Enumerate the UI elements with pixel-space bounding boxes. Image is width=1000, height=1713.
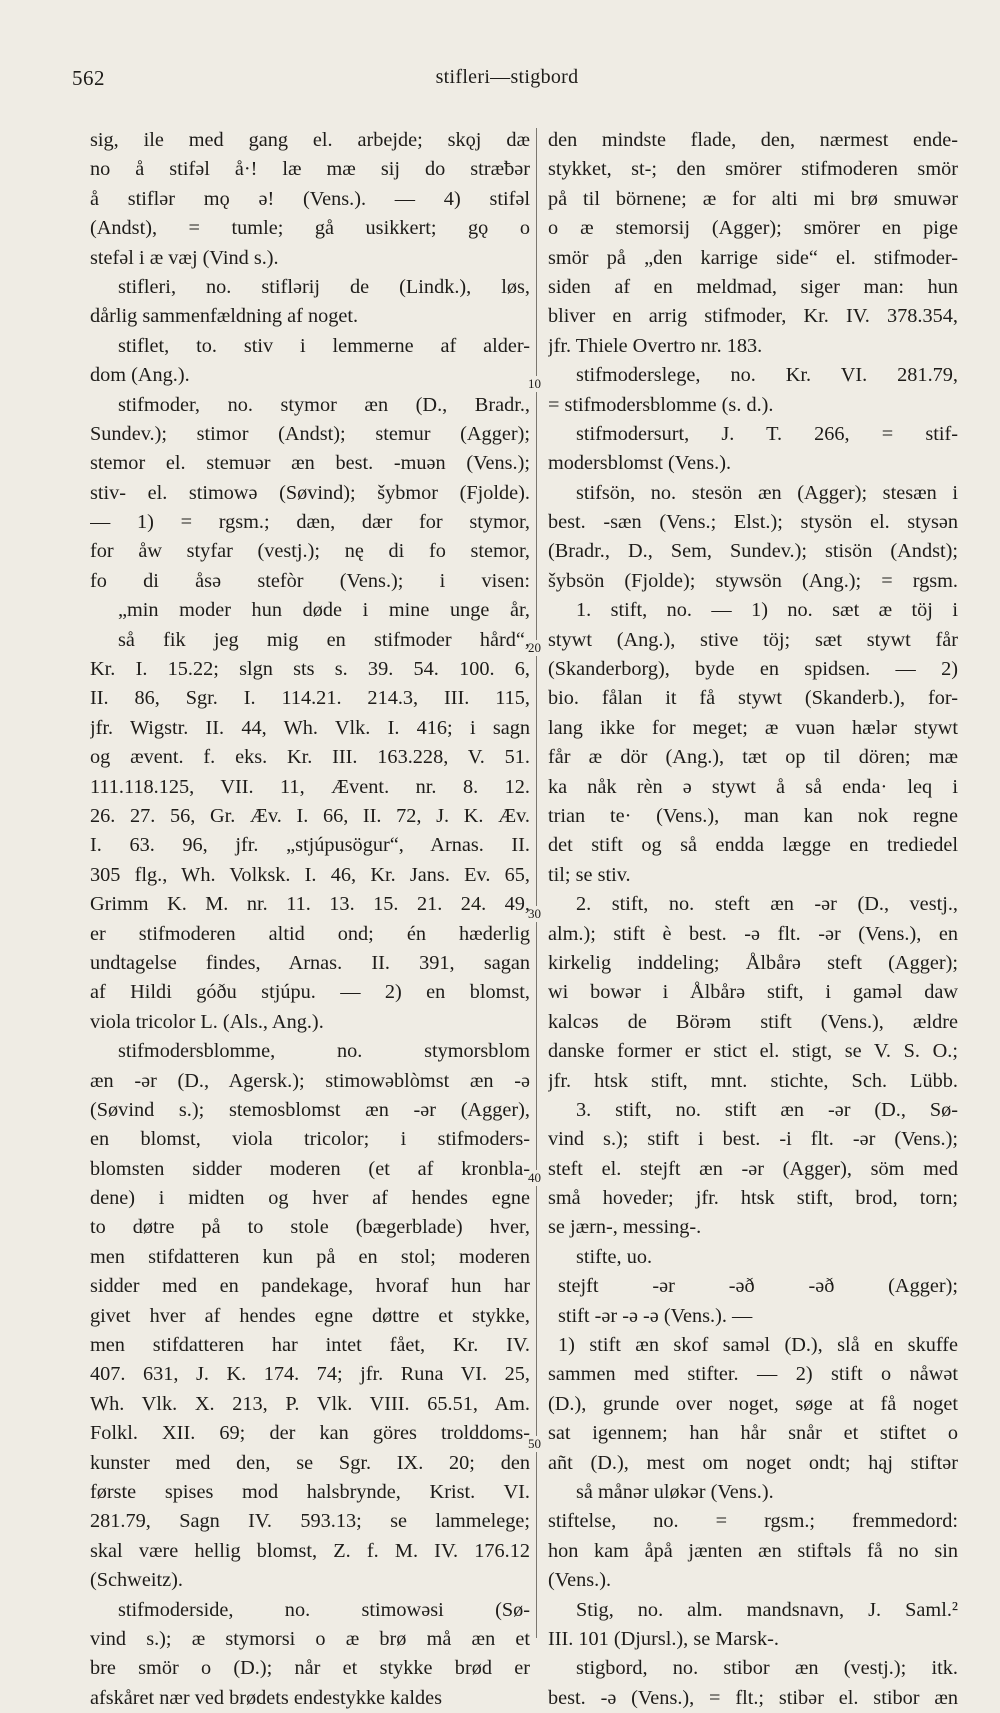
text-line: siden af en meldmad, siger man: hun	[548, 275, 958, 298]
text-line: sig, ile med gang el. arbejde; skǫj dæ	[90, 129, 530, 151]
text-line: bre smör o (D.); når et stykke brød er	[90, 1657, 530, 1680]
text-line: men stifdatteren har intet fået, Kr. IV.	[90, 1334, 530, 1357]
text-line: små hoveder; jfr. htsk stift, brod, torn;	[548, 1187, 958, 1210]
text-line: šybsön (Fjolde); stywsön (Ang.); = rgsm.	[548, 569, 958, 592]
text-line: afskåret nær ved brødets endestykke kaldes	[90, 1686, 442, 1709]
text-line: jfr. htsk stift, mnt. stichte, Sch. Lübb.	[548, 1069, 958, 1092]
text-line: men stifdatteren kun på en stol; moderen	[90, 1245, 530, 1268]
text-line: — 1) = rgsm.; dæn, dær for stymor,	[90, 511, 530, 534]
text-line: første spises mod halsbrynde, Krist. VI.	[90, 1480, 530, 1503]
text-line: (Schweitz).	[90, 1569, 183, 1592]
left-column	[90, 126, 530, 1713]
text-line: stykket, st-; den smörer stifmoderen smör	[548, 158, 958, 181]
text-line: fo di åsə stefòr (Vens.); i visen:	[90, 569, 530, 592]
text-line: å stiflər mǫ ə! (Vens.). — 4) stifəl	[90, 187, 530, 210]
text-line: dom (Ang.).	[90, 364, 190, 387]
column-divider	[536, 128, 537, 1638]
text-line: sat igennem; han hår snår et stiftet o	[548, 1422, 958, 1445]
margin-line-number: 20	[528, 640, 541, 655]
text-line: 305 flg., Wh. Volksk. I. 46, Kr. Jans. Ev. 65,	[90, 863, 530, 886]
text-line: 111.118.125, VII. 11, Ævent. nr. 8. 12.	[90, 775, 530, 798]
text-line: får æ dör (Ang.), tæt op til dören; mæ	[548, 746, 958, 769]
text-line: givet hver af hendes egne døttre et stykke,	[90, 1304, 530, 1327]
text-line: blomsten sidder moderen (et af kronbla-	[90, 1157, 530, 1180]
text-line: skal være hellig blomst, Z. f. M. IV. 176.12	[90, 1539, 530, 1562]
text-line: lang ikke for meget; æ vuən hælər stywt	[548, 716, 958, 739]
text-line: stift -ər -ə -ə (Vens.). —	[558, 1304, 753, 1327]
text-line: stifmodersurt, J. T. 266, = stif-	[576, 422, 958, 445]
text-line: til; se stiv.	[548, 863, 631, 886]
text-line: 2. stift, no. steft æn -ər (D., vestj.,	[576, 893, 958, 916]
text-line: Grimm K. M. nr. 11. 13. 15. 21. 24. 49,	[90, 893, 530, 916]
text-line: Sundev.); stimor (Andst); stemur (Agger);	[90, 422, 530, 445]
text-line: æn -ər (D., Agersk.); stimowəblòmst æn -ə	[90, 1069, 530, 1092]
text-line: (Søvind s.); stemosblomst æn -ər (Agger),	[90, 1098, 530, 1121]
text-line: stiv- el. stimowə (Søvind); šybmor (Fjolde).	[90, 481, 530, 504]
text-line: kirkelig inddeling; Ålbårə steft (Agger);	[548, 951, 958, 974]
text-line: for åw styfar (vestj.); nę di fo stemor,	[90, 540, 530, 563]
text-line: danske former er stict el. stigt, se V. S. O.;	[548, 1040, 958, 1063]
text-line: best. -sæn (Vens.; Elst.); stysön el. stysən	[548, 511, 958, 534]
text-line: 3. stift, no. stift æn -ər (D., Sø-	[576, 1098, 958, 1121]
margin-line-number: 40	[528, 1170, 541, 1185]
text-line: (Vens.).	[548, 1569, 612, 1592]
text-line: no å stifəl å·! læ mæ sij do stræƀər	[90, 158, 530, 181]
text-line: alm.); stift è best. -ə flt. -ər (Vens.), en	[548, 922, 958, 945]
text-line: (Andst), = tumle; gå usikkert; gǫ o	[90, 217, 530, 240]
text-line: Stig, no. alm. mandsnavn, J. Saml.²	[576, 1598, 958, 1621]
text-line: modersblomst (Vens.).	[548, 452, 732, 475]
text-line: stejft -ər -əð -əð (Agger);	[558, 1275, 958, 1298]
text-line: stifmoderside, no. stimowəsi (Sø-	[118, 1598, 530, 1621]
text-line: undtagelse findes, Arnas. II. 391, sagan	[90, 951, 530, 974]
text-line: steft el. stejft æn -ər (Agger), söm med	[548, 1157, 958, 1180]
margin-line-number: 50	[528, 1436, 541, 1451]
text-line: añt (D.), mest om noget ondt; hąj stiftər	[548, 1451, 958, 1474]
text-line: stifte, uo.	[576, 1245, 653, 1268]
text-line: den mindste flade, den, nærmest ende-	[548, 129, 958, 151]
text-line: 407. 631, J. K. 174. 74; jfr. Runa VI. 25,	[90, 1363, 530, 1386]
text-line: stiflet, to. stiv i lemmerne af alder-	[118, 334, 530, 357]
text-line: sammen med stifter. — 2) stift o nåwət	[548, 1363, 958, 1386]
text-line: på til börnene; æ for alti mi brø smuwər	[548, 187, 958, 210]
text-line: af Hildi góðu stjúpu. — 2) en blomst,	[90, 981, 530, 1004]
text-line: Folkl. XII. 69; der kan göres trolddoms-	[90, 1422, 530, 1445]
text-line: jfr. Wigstr. II. 44, Wh. Vlk. I. 416; i sagn	[90, 716, 530, 739]
text-line: stifmoder, no. stymor æn (D., Bradr.,	[118, 393, 530, 416]
text-line: trian te· (Vens.), man kan nok regne	[548, 804, 958, 827]
text-line: = stifmodersblomme (s. d.).	[548, 393, 774, 416]
text-line: jfr. Thiele Overtro nr. 183.	[548, 334, 763, 357]
text-line: er stifmoderen altid ond; én hæderlig	[90, 922, 530, 945]
text-line: stemor el. stemuər æn best. -muən (Vens.);	[90, 452, 530, 475]
text-line: en blomst, viola tricolor; i stifmoders-	[90, 1128, 530, 1151]
text-line: (D.), grunde over noget, søge at få noget	[548, 1392, 958, 1415]
text-line: „min moder hun døde i mine unge år,	[118, 599, 530, 622]
text-line: kunster med den, se Sgr. IX. 20; den	[90, 1451, 530, 1474]
text-line: dårlig sammenfældning af noget.	[90, 305, 359, 328]
text-line: stywt (Ang.), stive töj; sæt stywt får	[548, 628, 958, 651]
text-line: så fik jeg mig en stifmoder hård“,	[118, 628, 530, 651]
margin-line-number: 30	[528, 906, 541, 921]
running-title: stifleri—stigbord	[435, 66, 579, 88]
page-header	[72, 66, 942, 100]
text-line: sidder med en pandekage, hvoraf hun har	[90, 1275, 530, 1298]
text-line: kalcəs de Börəm stift (Vens.), ældre	[548, 1010, 958, 1033]
text-line: se jærn-, messing-.	[548, 1216, 702, 1239]
margin-line-number: 10	[528, 376, 541, 391]
text-line: stifsön, no. stesön æn (Agger); stesæn i	[576, 481, 958, 504]
page-number: 562	[72, 66, 105, 90]
text-line: og ævent. f. eks. Kr. III. 163.228, V. 51.	[90, 746, 530, 769]
text-line: vind s.); stift i best. -i flt. -ər (Vens.);	[548, 1128, 958, 1151]
text-line: stefəl i æ væj (Vind s.).	[90, 246, 279, 269]
text-line: 26. 27. 56, Gr. Æv. I. 66, II. 72, J. K. Æv.	[90, 804, 530, 827]
text-line: III. 101 (Djursl.), se Marsk-.	[548, 1627, 779, 1650]
text-line: bliver en arrig stifmoder, Kr. IV. 378.354,	[548, 305, 958, 328]
text-line: dene) i midten og hver af hendes egne	[90, 1187, 530, 1210]
text-line: II. 86, Sgr. I. 114.21. 214.3, III. 115,	[90, 687, 530, 710]
text-line: 281.79, Sagn IV. 593.13; se lammelege;	[90, 1510, 530, 1533]
text-line: to døtre på to stole (bægerblade) hver,	[90, 1216, 530, 1239]
text-line: (Bradr., D., Sem, Sundev.); stisön (Andst);	[548, 540, 958, 563]
text-line: 1. stift, no. — 1) no. sæt æ töj i	[576, 599, 958, 622]
text-line: smör på „den karrige side“ el. stifmoder-	[548, 246, 958, 269]
text-line: Wh. Vlk. X. 213, P. Vlk. VIII. 65.51, Am.	[90, 1392, 530, 1415]
text-line: stiftelse, no. = rgsm.; fremmedord:	[548, 1510, 958, 1533]
text-line: ka nåk rèn ə stywt å så enda· leq i	[548, 775, 958, 798]
text-line: stifleri, no. stiflərij de (Lindk.), løs,	[118, 275, 530, 298]
text-line: det stift og så endda lægge en trediedel	[548, 834, 958, 857]
text-line: så månər uløkər (Vens.).	[576, 1480, 774, 1503]
text-line: best. -ə (Vens.), = flt.; stibər el. stibor æn	[548, 1686, 958, 1709]
text-line: wi bowər i Ålbårə stift, i gaməl daw	[548, 981, 958, 1004]
text-line: o æ stemorsij (Agger); smörer en pige	[548, 217, 958, 240]
text-line: 1) stift æn skof saməl (D.), slå en skuffe	[558, 1334, 958, 1357]
right-column	[548, 126, 958, 1713]
text-line: hon kam åpå jænten æn stiftəls få no sin	[548, 1539, 958, 1562]
text-line: stigbord, no. stibor æn (vestj.); itk.	[576, 1657, 958, 1680]
text-line: viola tricolor L. (Als., Ang.).	[90, 1010, 324, 1033]
text-line: stifmodersblomme, no. stymorsblom	[118, 1040, 530, 1063]
text-line: Kr. I. 15.22; slgn sts s. 39. 54. 100. 6,	[90, 658, 530, 681]
text-line: stifmoderslege, no. Kr. VI. 281.79,	[576, 364, 958, 387]
text-line: vind s.); æ stymorsi o æ brø må æn et	[90, 1627, 530, 1650]
text-line: I. 63. 96, jfr. „stjúpusögur“, Arnas. II.	[90, 834, 530, 857]
text-line: bio. fålan it få stywt (Skanderb.), for-	[548, 687, 958, 710]
text-line: (Skanderborg), byde en spidsen. — 2)	[548, 658, 958, 681]
